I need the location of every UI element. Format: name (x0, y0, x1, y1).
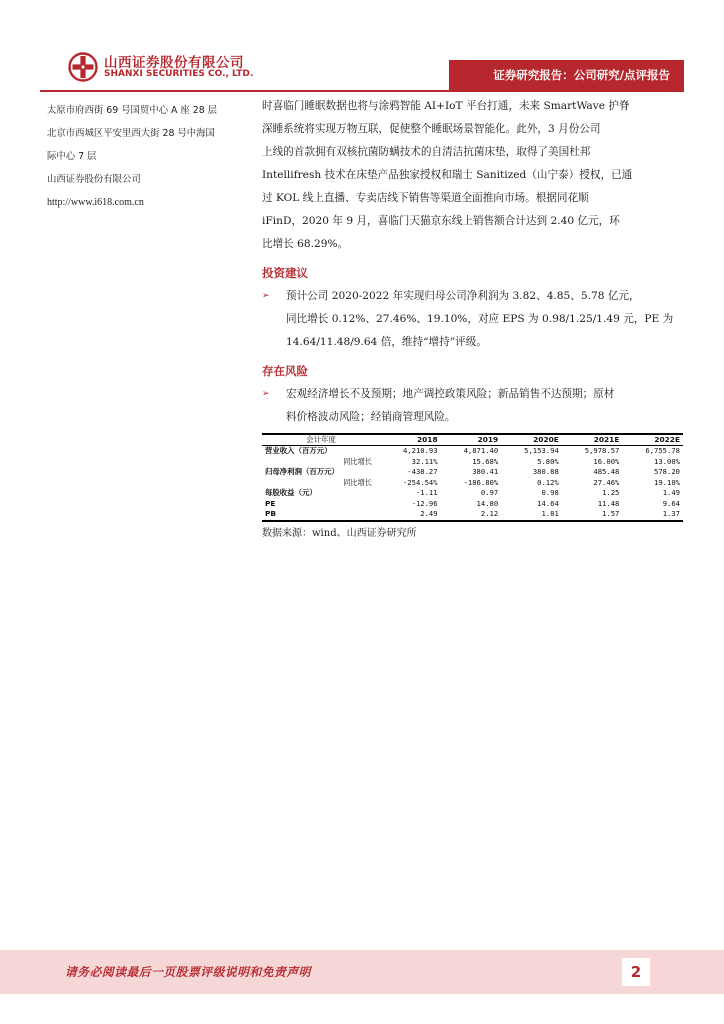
table-row (262, 488, 683, 499)
table-cell: 2.12 (441, 509, 502, 521)
table-cell: 6,755.78 (645, 446, 680, 455)
table-cell: 485.48 (593, 467, 620, 476)
table-row (262, 478, 683, 489)
table-cell: 15.68% (472, 456, 499, 466)
table-header-cell: 2018 (380, 434, 441, 446)
intro-line: 比增长 68.29%。 (262, 238, 349, 250)
table-row (262, 446, 683, 457)
intro-line: Intellifresh 技术在床垫产品独家授权和瑞士 Sanitized（山宁泰）授权，已通 (262, 169, 633, 181)
table-cell: 1.49 (662, 488, 680, 497)
table-row (262, 499, 683, 510)
financial-forecast-table (262, 433, 683, 522)
table-header-cell: 2020E (501, 434, 562, 446)
table-cell: 16.00% (593, 456, 620, 466)
table-header-row (262, 434, 683, 446)
bullet-arrow-icon: ➢ (262, 291, 270, 301)
page-header (0, 0, 724, 95)
table-row (262, 509, 683, 521)
table-cell: 5.80% (537, 456, 559, 466)
table-cell: 1.25 (602, 488, 620, 497)
table-cell: 5,153.94 (524, 446, 559, 455)
table-cell: 4,871.40 (463, 446, 499, 455)
table-cell: 1.81 (501, 509, 562, 521)
table-header-cell: 会计年度 (262, 434, 380, 446)
invest-line: 14.64/11.48/9.64 倍，维持“增持”评级。 (286, 336, 487, 348)
table-cell: -254.54% (402, 477, 438, 487)
company-name-cn: 山西证券股份有限公司 (104, 55, 244, 71)
invest-line: 预计公司 2020-2022 年实现归母公司净利润为 3.82、4.85、5.78 亿元， (286, 290, 640, 302)
table-row (262, 467, 683, 478)
table-cell: 5,978.57 (584, 446, 620, 455)
table-cell: 13.00% (654, 456, 680, 466)
intro-line: iFinD，2020 年 9 月，喜临门天猫京东线上销售额合计达到 2.40 亿元，环 (262, 215, 620, 227)
company-name-en: SHANXI SECURITIES CO., LTD. (104, 69, 254, 79)
table-header-cell: 2021E (562, 434, 623, 446)
invest-advice-heading: 投资建议 (262, 266, 308, 280)
table-header-cell: 2019 (441, 434, 502, 446)
intro-line: 深睡系统将实现万物互联，促使整个睡眠场景智能化。此外，3 月份公司 (262, 123, 601, 135)
table-cell: 380.41 (472, 467, 499, 476)
table-cell: 14.64 (537, 498, 559, 508)
invest-line: 同比增长 0.12%、27.46%、19.10%，对应 EPS 为 0.98/1.25/1.49 元，PE 为 (286, 313, 674, 325)
table-cell: 4,210.93 (402, 446, 438, 455)
table-cell: 14.80 (476, 498, 499, 508)
intro-line: 上线的首款拥有双核抗菌防螨技术的自清洁抗菌床垫，取得了美国杜邦 (262, 146, 591, 158)
table-row (262, 457, 683, 468)
table-cell: -438.27 (407, 467, 438, 476)
table-cell: 27.46% (593, 477, 620, 487)
disclaimer-notice: 请务必阅读最后一页股票评级说明和免责声明 (65, 965, 311, 979)
table-cell: -12.96 (411, 498, 438, 508)
table-source-note: 数据来源：wind、山西证券研究所 (262, 527, 417, 539)
risk-line: 宏观经济增长不及预期；地产调控政策风险；新品销售不达预期；原材 (286, 388, 615, 400)
row-label: 同比增长 (343, 456, 372, 466)
risk-bullet (262, 383, 683, 429)
risk-line: 料价格波动风险；经销商管理风险。 (286, 411, 456, 423)
intro-line: 时喜临门睡眠数据也将与涂鸦智能 AI+IoT 平台打通，未来 SmartWave 护脊 (262, 100, 630, 112)
table-cell: 578.20 (654, 467, 680, 476)
sidebar-website-link[interactable]: http://www.i618.com.cn (47, 197, 144, 208)
sidebar-address-line: 际中心 7 层 (47, 151, 97, 162)
main-content (262, 95, 683, 542)
row-label: 每股收益（元） (265, 488, 317, 497)
shanxi-securities-logo-icon (68, 52, 98, 82)
row-label: PE (265, 498, 276, 508)
table-cell: 1.37 (622, 509, 683, 521)
page-number: 2 (622, 958, 650, 986)
table-cell: 19.10% (654, 477, 680, 487)
intro-paragraph (262, 95, 683, 256)
table-cell: 0.98 (541, 488, 559, 497)
table-cell: 2.49 (380, 509, 441, 521)
table-cell: 380.88 (532, 467, 559, 476)
page-footer (0, 950, 724, 994)
table-cell: -1.11 (415, 488, 438, 497)
sidebar-company-name: 山西证券股份有限公司 (47, 174, 141, 185)
risk-heading: 存在风险 (262, 364, 308, 378)
bullet-arrow-icon: ➢ (262, 389, 270, 399)
row-label: 营业收入（百万元） (265, 446, 332, 455)
table-cell: 0.97 (480, 488, 499, 497)
table-cell: 1.57 (562, 509, 623, 521)
table-cell: 11.48 (597, 498, 620, 508)
table-header-cell: 2022E (622, 434, 683, 446)
row-label: PB (262, 509, 380, 521)
intro-line: 过 KOL 线上直播、专卖店线下销售等渠道全面推向市场。根据同花顺 (262, 192, 589, 204)
table-cell: 32.11% (411, 456, 438, 466)
table-cell: 0.12% (537, 477, 559, 487)
header-divider (40, 90, 684, 92)
row-label: 归母净利润（百万元） (265, 467, 339, 476)
sidebar-address-line: 北京市西城区平安里西大街 28 号中海国 (47, 128, 215, 139)
sidebar-address-line: 太原市府西街 69 号国贸中心 A 座 28 层 (47, 105, 218, 116)
table-cell: -186.80% (463, 477, 499, 487)
row-label: 同比增长 (343, 477, 372, 487)
report-type-banner: 证券研究报告：公司研究/点评报告 (449, 60, 684, 90)
table-cell: 9.64 (662, 498, 680, 508)
invest-advice-bullet (262, 285, 683, 354)
sidebar-contact-info (47, 99, 247, 214)
